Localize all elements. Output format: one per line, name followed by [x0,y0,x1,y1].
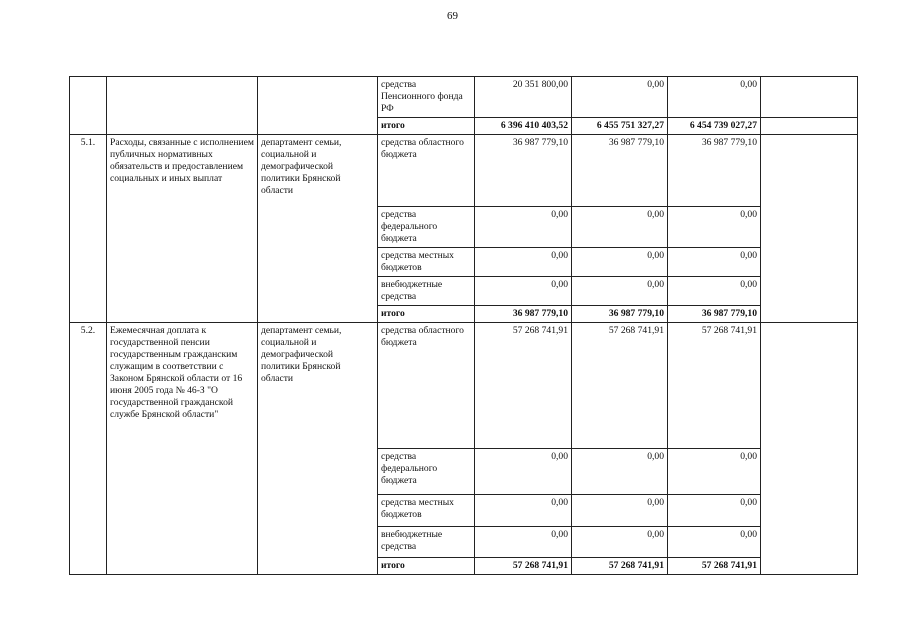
value-cell: 0,00 [572,527,668,558]
value-cell: 36 987 779,10 [572,306,668,323]
value-cell: 0,00 [668,495,761,527]
value-cell: 57 268 741,91 [475,558,572,575]
source-cell: средства местных бюджетов [378,248,475,277]
value-cell: 0,00 [572,207,668,248]
executor-cell: департамент семьи, социальной и демографической политики Брянской области [258,135,378,323]
source-cell: средства федерального бюджета [378,449,475,495]
value-cell: 20 351 800,00 [475,77,572,118]
value-cell: 0,00 [668,449,761,495]
empty-cell [761,323,858,575]
source-cell: итого [378,558,475,575]
source-cell: внебюджетные средства [378,527,475,558]
executor-cell: департамент семьи, социальной и демографической политики Брянской области [258,323,378,575]
table-row [70,323,858,449]
value-cell: 0,00 [475,527,572,558]
value-cell: 36 987 779,10 [668,306,761,323]
value-cell: 0,00 [475,207,572,248]
value-cell: 0,00 [572,495,668,527]
value-cell: 6 455 751 327,27 [572,118,668,135]
value-cell: 0,00 [475,248,572,277]
empty-cell [761,77,858,118]
value-cell: 0,00 [572,277,668,306]
title-cell [107,77,258,135]
empty-cell [761,118,858,135]
source-cell: средства Пенсионного фонда РФ [378,77,475,118]
value-cell: 57 268 741,91 [572,558,668,575]
value-cell: 57 268 741,91 [668,323,761,449]
value-cell: 0,00 [668,277,761,306]
value-cell: 0,00 [475,495,572,527]
table-row [70,77,858,118]
value-cell: 36 987 779,10 [572,135,668,207]
source-cell: итого [378,306,475,323]
value-cell: 0,00 [668,527,761,558]
value-cell: 6 396 410 403,52 [475,118,572,135]
source-cell: средства местных бюджетов [378,495,475,527]
budget-table [69,76,858,575]
value-cell: 0,00 [475,449,572,495]
value-cell: 0,00 [668,207,761,248]
section-code: 5.2. [70,323,107,575]
value-cell: 0,00 [572,449,668,495]
value-cell: 36 987 779,10 [475,306,572,323]
executor-cell [258,77,378,135]
value-cell: 0,00 [668,77,761,118]
section-code: 5.1. [70,135,107,323]
table-row [70,135,858,207]
empty-cell [761,135,858,323]
value-cell: 6 454 739 027,27 [668,118,761,135]
value-cell: 0,00 [572,248,668,277]
source-cell: итого [378,118,475,135]
source-cell: средства областного бюджета [378,135,475,207]
code-cell [70,77,107,135]
source-cell: внебюджетные средства [378,277,475,306]
value-cell: 36 987 779,10 [475,135,572,207]
source-cell: средства федерального бюджета [378,207,475,248]
value-cell: 36 987 779,10 [668,135,761,207]
section-title: Расходы, связанные с исполнением публичных нормативных обязательств и предоставлением социальных и иных выплат [107,135,258,323]
value-cell: 57 268 741,91 [668,558,761,575]
value-cell: 57 268 741,91 [475,323,572,449]
value-cell: 0,00 [475,277,572,306]
source-cell: средства областного бюджета [378,323,475,449]
value-cell: 57 268 741,91 [572,323,668,449]
page-number: 69 [447,10,458,22]
value-cell: 0,00 [668,248,761,277]
value-cell: 0,00 [572,77,668,118]
section-title: Ежемесячная доплата к государственной пенсии государственным гражданским служащим в соответствии с Законом Брянской области от 16 июня 2005 года № 46-З "О государственной гражданской службе Брянской области" [107,323,258,575]
